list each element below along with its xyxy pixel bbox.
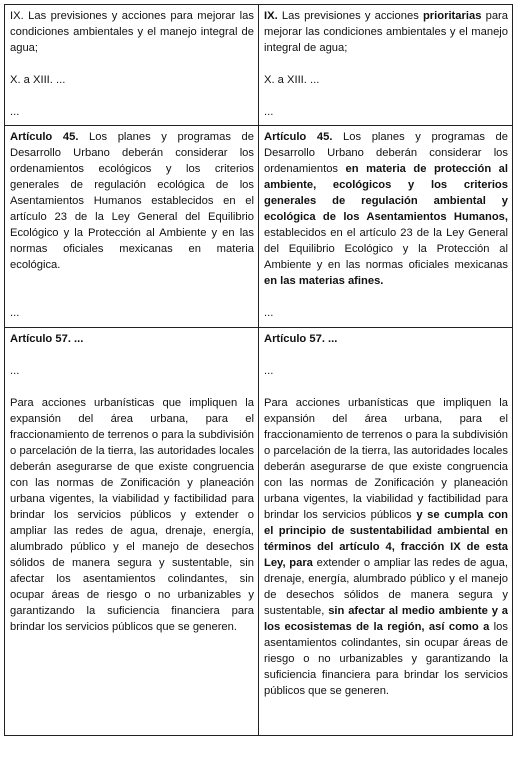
proposed-text-cell [259,328,513,736]
fractions-x-xiii-proposed: X. a XIII. ... [264,74,320,86]
article-45-proposed: Artículo 45. Los planes y programas de Desarrollo Urbano deberán considerar los ordenamientos en materia de protección al ambiente, ecológicos y los criterios generales de regulación ambiental y ecológica de los Asentamientos Humanos, establecidos en el artículo 23 de la Ley General del Equilibrio Ecológico y la Protección al Ambiente y en las normas oficiales mexicanas en las materias afines. [264,131,508,287]
article-title: Artículo 45. [10,131,79,143]
comparison-table [4,4,513,736]
table-row [5,328,513,736]
proposed-text-cell [259,5,513,126]
added-text: prioritarias [422,10,482,22]
fraction-number: IX. [264,10,278,22]
added-text: y se cumpla con el principio de sustentabilidad ambiental en términos del artículo 4, fracción IX de esta Ley, para [264,509,508,569]
ellipsis: ... [264,365,274,377]
article-57-proposed: Para acciones urbanísticas que impliquen la expansión del área urbana, para el fraccionamiento de terrenos o para la subdivisión o parcelación de la tierra, las autoridades locales deberán asegurarse de que existe congruencia con las normas de Zonificación y planeación urbana vigentes, la viabilidad y factibilidad para brindar los servicios públicos y se cumpla con el principio de sustentabilidad ambiental en términos del artículo 4, fracción IX de esta Ley, para extender o ampliar las redes de agua, drenaje, energía, alumbrado público y el manejo de desechos sólidos de manera segura y sustentable, sin afectar al medio ambiente y a los ecosistemas de la región, así como a los asentamientos colindantes, sin ocupar áreas de riesgo o no urbanizables y garantizando la suficiencia financiera para brindar los servicios públicos que se generen. [264,397,508,697]
current-text-cell [5,328,259,736]
added-text: en materia de protección al ambiente, ecológicos y los criterios generales de regulación ambiental y ecológica de los Asentamientos Humanos, [264,163,508,223]
added-text: sin afectar al medio ambiente y a los ecosistemas de la región, así como a [264,605,508,633]
article-title: Artículo 57. ... [264,333,338,345]
fraction-ix-proposed: IX. Las previsiones y acciones prioritarias para mejorar las condiciones ambientales y el manejo integral de agua; [264,10,508,54]
ellipsis: ... [10,106,20,118]
table-row [5,5,513,126]
table-row [5,126,513,328]
added-text: en las materias afines. [264,275,384,287]
article-45-current: Artículo 45. Los planes y programas de Desarrollo Urbano deberán considerar los ordenamientos ecológicos y los criterios generales de regulación ecológica de los Asentamientos Humanos establecidos en el artículo 23 de la Ley General del Equilibrio Ecológico y la Protección al Ambiente y en las normas oficiales mexicanas en materia ecológica. [10,131,254,271]
current-text-cell [5,5,259,126]
ellipsis: ... [264,106,274,118]
ellipsis: ... [10,365,20,377]
ellipsis: ... [264,307,274,319]
fraction-ix-current: IX. Las previsiones y acciones para mejorar las condiciones ambientales y el manejo integral de agua; [10,10,254,54]
current-text-cell [5,126,259,328]
article-title: Artículo 57. ... [10,333,84,345]
article-57-current: Para acciones urbanísticas que impliquen la expansión del área urbana, para el fraccionamiento de terrenos o para la subdivisión o parcelación de la tierra, las autoridades locales deberán asegurarse de que existe congruencia con las normas de Zonificación y planeación urbana vigentes, la viabilidad y factibilidad para brindar los servicios públicos y extender o ampliar las redes de agua, drenaje, energía, alumbrado público y el manejo de desechos sólidos de manera segura y sustentable, sin afectar los asentamientos colindantes, sin ocupar áreas de riesgo o no urbanizables y garantizando la suficiencia financiera para brindar los servicios públicos que se generen. [10,397,254,633]
ellipsis: ... [10,307,20,319]
fractions-x-xiii-current: X. a XIII. ... [10,74,66,86]
article-title: Artículo 45. [264,131,333,143]
proposed-text-cell [259,126,513,328]
